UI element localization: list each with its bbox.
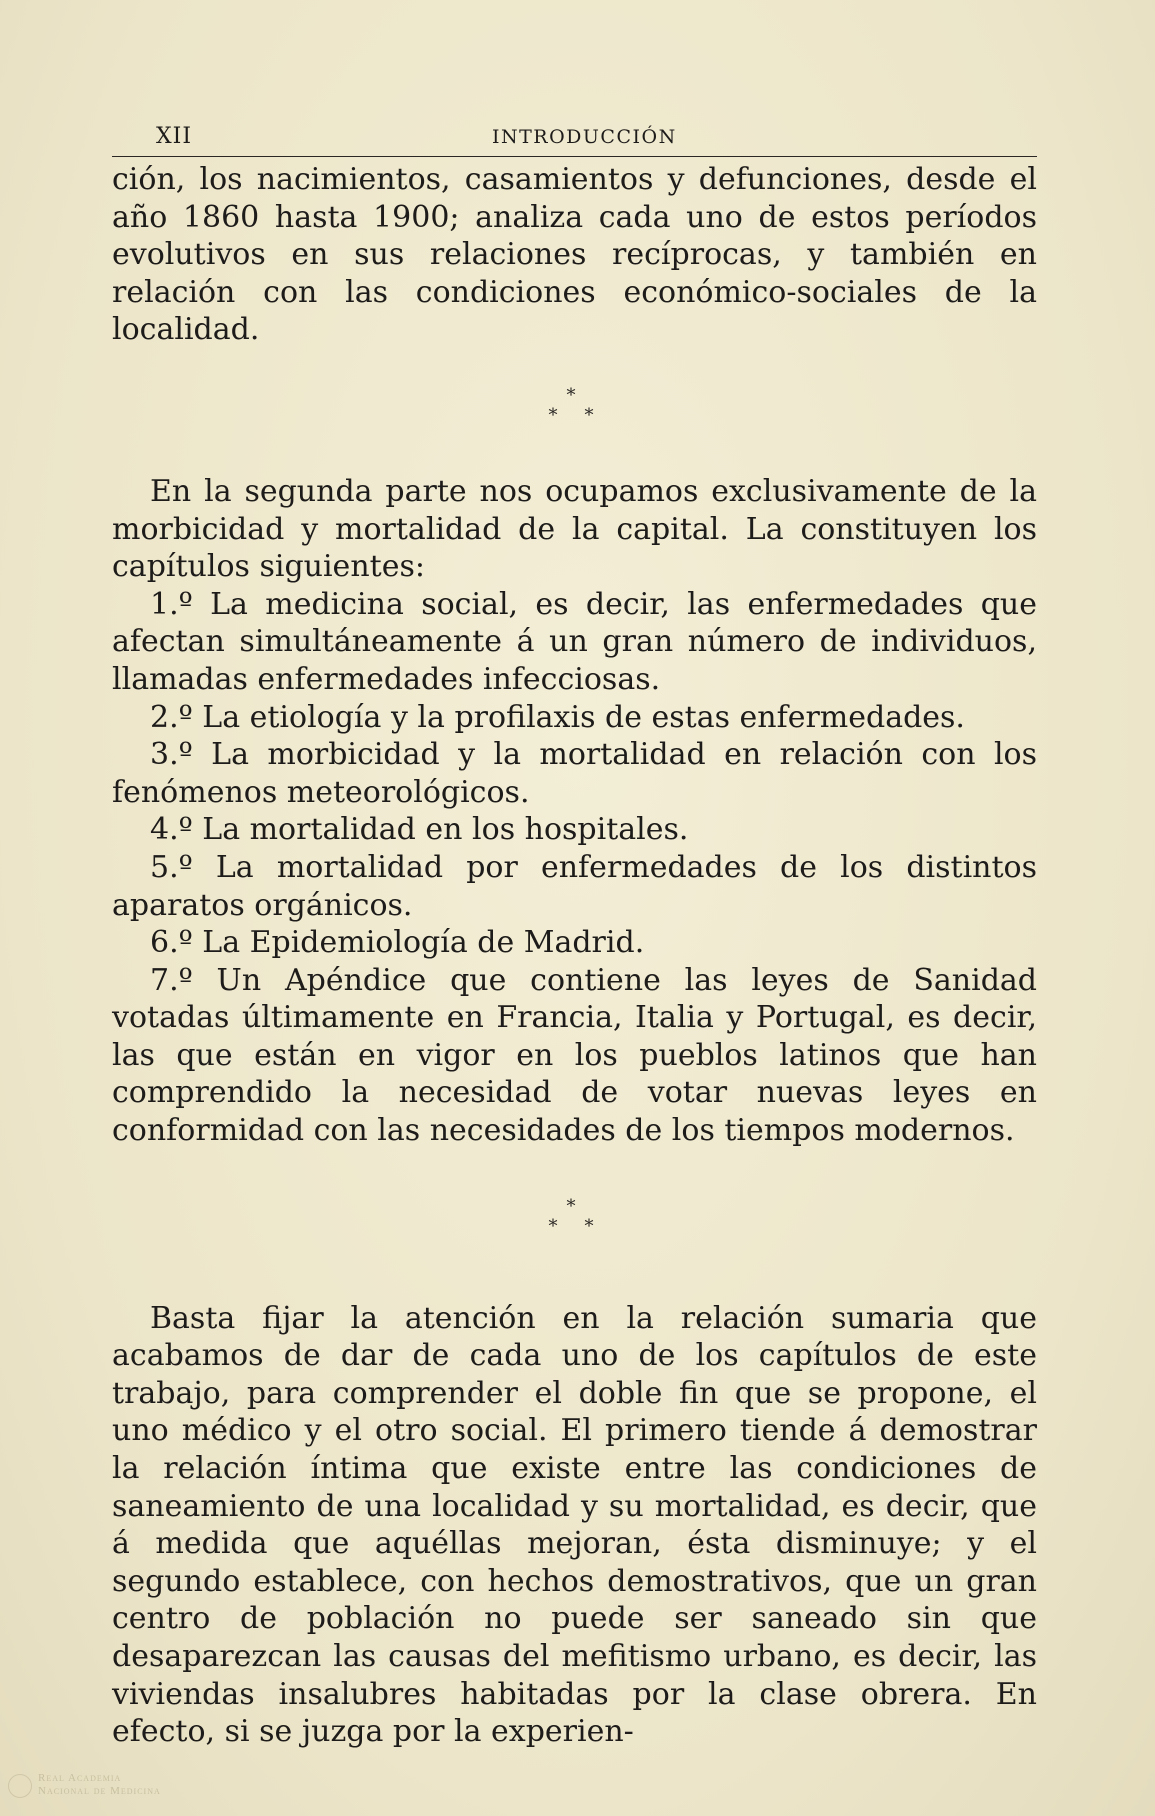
chapter-list-item: 5.º La mortalidad por enfermedades de los distintos aparatos orgánicos. (112, 849, 1037, 923)
chapter-list-item: 1.º La medicina social, es decir, las enfermedades que afectan simultáneamente á un gran número de individuos, llamadas enfermedades infecciosas. (112, 586, 1037, 697)
asterisk-mark: * (548, 404, 558, 426)
page-number: XII (156, 124, 193, 149)
asterisk-mark: * (566, 1195, 576, 1217)
chapter-list-item: 2.º La etiología y la profilaxis de estas enfermedades. (150, 699, 965, 735)
asterism-divider (545, 384, 605, 427)
watermark-line: Real Academia (38, 1772, 122, 1784)
running-title: INTRODUCCIÓN (492, 126, 677, 148)
asterisk-mark: * (584, 404, 594, 426)
chapter-list-item: 7.º Un Apéndice que contiene las leyes de Sanidad votadas últimamente en Francia, Italia y Portugal, es decir, las que están en vigor en los pueblos latinos que han comprendido la necesidad de votar nuevas leyes en conformidad con las necesidades de los tiempos modernos. (112, 962, 1037, 1149)
asterisk-mark: * (566, 384, 576, 406)
chapter-list-item: 3.º La morbicidad y la mortalidad en relación con los fenómenos meteorológicos. (112, 737, 1037, 810)
asterisk-mark: * (584, 1215, 594, 1237)
chapter-list (112, 586, 1037, 1150)
asterism-divider (545, 1195, 605, 1238)
paragraph-continuation: ción, los nacimientos, casamientos y defunciones, desde el año 1860 hasta 1900; analiza cada uno de estos períodos evolutivos en sus relaciones recíprocas, y también en relación con las condiciones económico-sociales de la localidad. (112, 162, 1037, 348)
paragraph-conclusion: Basta fijar la atención en la relación sumaria que acabamos de dar de cada uno de los capítulos de este trabajo, para comprender el doble fin que se propone, el uno médico y el otro social. El primero tiende á demostrar la relación íntima que existe entre las condiciones de saneamiento de una localidad y su mortalidad, es decir, que á medida que aquéllas mejoran, ésta disminuye; y el segundo establece, con hechos demostrativos, que un gran centro de población no puede ser saneado sin que desaparezcan las causas del mefitismo urbano, es decir, las viviendas insalubres habitadas por la clase obrera. En efecto, si se juzga por la experien- (112, 1300, 1037, 1750)
paragraph-second-part: En la segunda parte nos ocupamos exclusivamente de la morbicidad y mortalidad de la capital. La constituyen los capítulos siguientes: (112, 473, 1037, 585)
chapter-list-item: 6.º La Epidemiología de Madrid. (150, 925, 645, 961)
chapter-list-item: 4.º La mortalidad en los hospitales. (150, 812, 689, 848)
library-watermark (8, 1772, 161, 1798)
running-header (112, 112, 1037, 157)
book-page (112, 112, 1037, 1751)
watermark-line: Nacional de Medicina (38, 1785, 161, 1797)
seal-icon (8, 1774, 32, 1798)
asterisk-mark: * (548, 1215, 558, 1237)
